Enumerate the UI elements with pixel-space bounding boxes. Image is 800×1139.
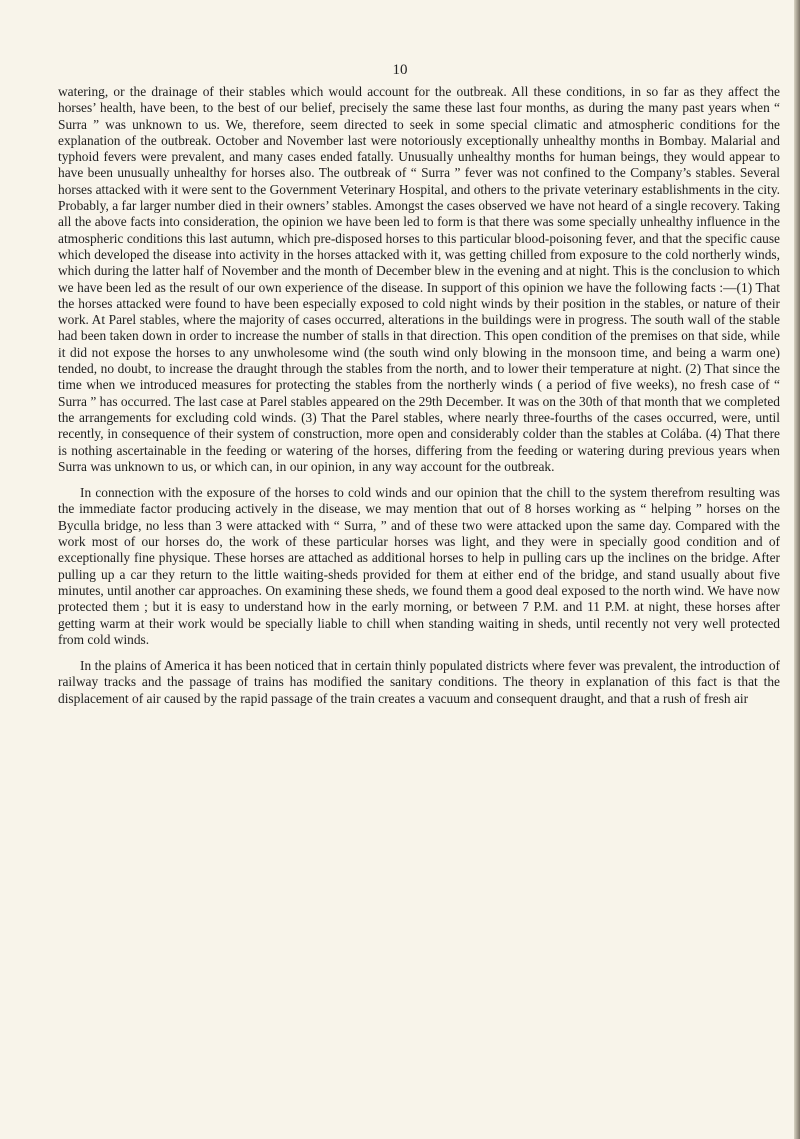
body-text: [58, 84, 780, 717]
page-number: 10: [392, 62, 408, 78]
paragraph-3: In the plains of America it has been noticed that in certain thinly populated districts where fever was prevalent, the introduction of railway tracks and the passage of trains has modified the sanitary conditions. The theory in explanation of this fact is that the displacement of air caused by the rapid passage of the train creates a vacuum and consequent draught, and that a rush of fresh air: [58, 658, 780, 706]
paragraph-1: watering, or the drainage of their stables which would account for the outbreak. All these conditions, in so far as they affect the horses’ health, have been, to the best of our belief, precisely the same these last four months, as during the many past years when “ Surra ” was unknown to us. We, therefore, seem directed to seek in some special climatic and atmospheric conditions for the explanation of the outbreak. October and November last were notoriously exceptionally unhealthy months in Bombay. Malarial and typhoid fevers were prevalent, and many cases ended fatally. Unusually unhealthy months for human beings, they would appear to have been unusually unhealthy for horses also. The outbreak of “ Surra ” fever was not confined to the Company’s stables. Several horses attacked with it were sent to the Government Veterinary Hospital, and others to the private veterinary establishments in the city. Probably, a far larger number died in their owners’ stables. Amongst the cases observed we have not heard of a single recovery. Taking all the above facts into consideration, the opinion we have been led to form is that there was some specially unhealthy influence in the atmospheric conditions this last autumn, which pre-disposed horses to this particular blood-poisoning fever, and that the specific cause which developed the disease into activity in the horses attacked with it, was getting chilled from exposure to the cold northerly winds, which during the latter half of November and the month of December blew in the evening and at night. This is the conclusion to which we have been led as the result of our own experience of the disease. In support of this opinion we have the following facts :—(1) That the horses attacked were found to have been especially exposed to cold night winds by their position in the stables, or nature of their work. At Parel stables, where the majority of cases occurred, alterations in the buildings were in progress. The south wall of the stable had been taken down in order to increase the number of stalls in that direction. This open condition of the premises on that side, while it did not expose the horses to any unwholesome wind (the south wind only blowing in the monsoon time, and being a warm one) tended, no doubt, to increase the draught through the stables from the north, and to lower their temperature at night. (2) That since the time when we introduced measures for protecting the stables from the northerly winds ( a period of five weeks), no fresh case of “ Surra ” has occurred. The last case at Parel stables appeared on the 29th December. It was on the 30th of that month that we completed the arrangements for excluding cold winds. (3) That the Parel stables, where nearly three-fourths of the cases occurred, were, until recently, in consequence of their system of construction, more open and considerably colder than the stables at Colába. (4) That there is nothing ascertainable in the feeding or watering of the horses, differing from the feeding or watering during previous years when Surra was unknown to us, or which can, in our opinion, in any way account for the outbreak.: [58, 84, 780, 474]
paragraph-2: In connection with the exposure of the horses to cold winds and our opinion that the chill to the system therefrom resulting was the immediate factor producing actively in the disease, we may mention that out of 8 horses working as “ helping ” horses on the Byculla bridge, no less than 3 were attacked with “ Surra, ” and of these two were attacked upon the same day. Compared with the work most of our horses do, the work of these particular horses was light, and they were in specially good condition and of exceptionally fine physique. These horses are attached as additional horses to help in pulling cars up the inclines on the bridge. After pulling up a car they return to the little waiting-sheds provided for them at either end of the bridge, and stand usually about five minutes, until another car approaches. On examining these sheds, we found them a good deal exposed to the north wind. We have now protected them ; but it is easy to understand how in the early morning, or between 7 P.M. and 11 P.M. at night, these horses after getting warm at their work would be specially liable to chill when standing waiting in sheds, until recently not very well protected from cold winds.: [58, 485, 780, 647]
page-edge-shadow: [794, 0, 800, 1139]
